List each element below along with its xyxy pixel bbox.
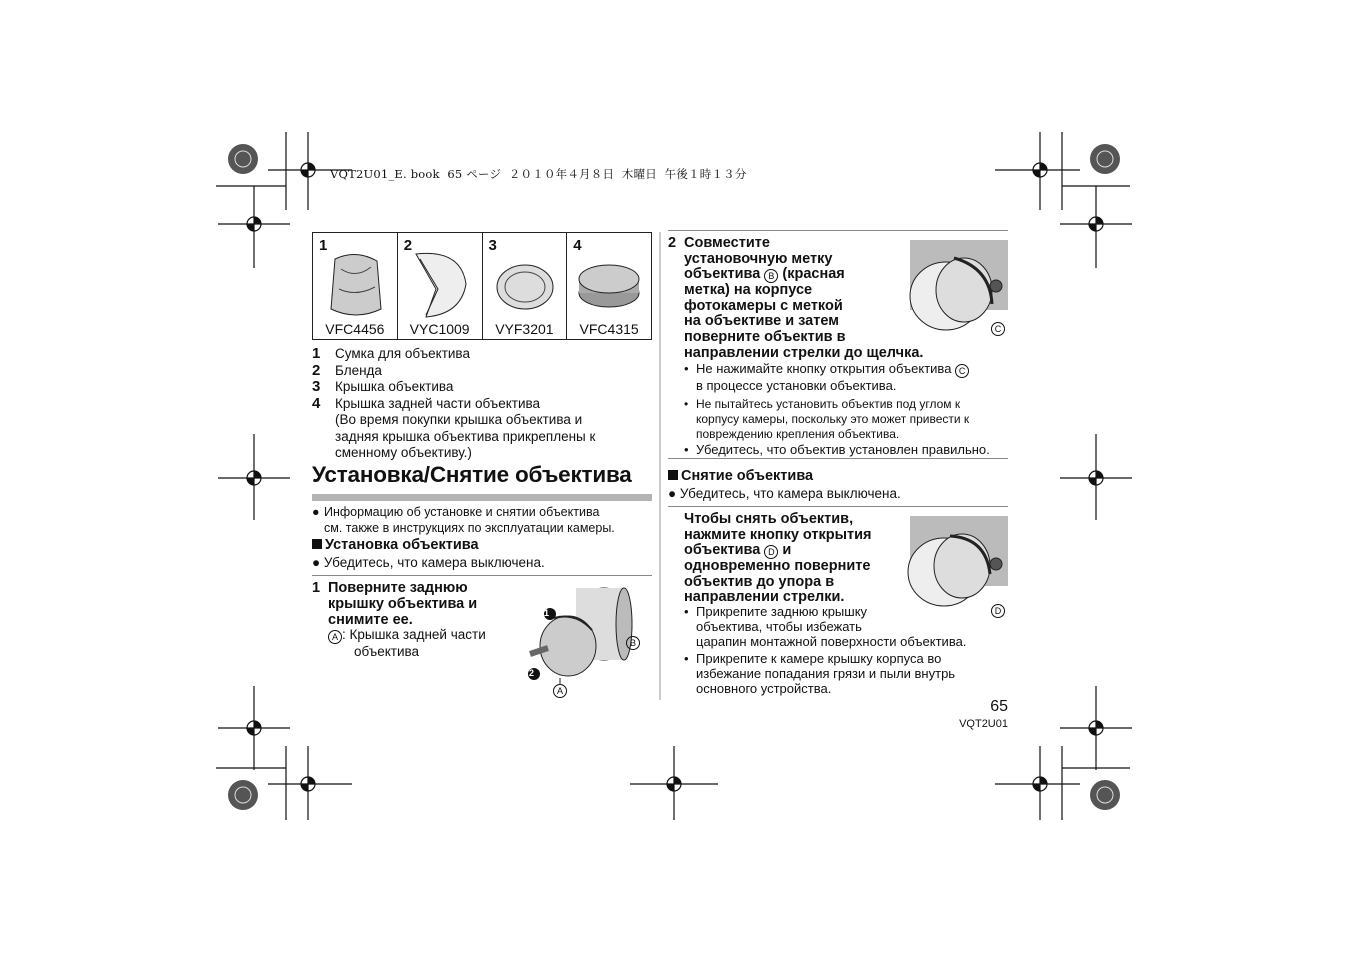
install-notes: • Не нажимайте кнопку открытия объектива C в процессе установки объектива. • Не пытайтесь установить объектив под углом к корпусу камеры, поскольку это может привести к повреждению крепления объектива. • Убедитесь, что объектив установлен правильно.: [684, 361, 1014, 458]
remove-heading: Снятие объектива: [668, 468, 813, 485]
step-mark-2: 2: [529, 668, 535, 678]
remove-check: ● Убедитесь, что камера выключена.: [668, 486, 901, 501]
accessory-cell: 3 VYF3201: [483, 233, 568, 339]
install-check: ● Убедитесь, что камера выключена.: [312, 555, 545, 570]
accessories-table: [312, 232, 652, 340]
callout-b: B: [626, 636, 640, 650]
divider: [668, 506, 1008, 507]
print-header: VQT2U01_E. book 65 ページ ２０１０年４月８日 木曜日 午後１時１３分: [330, 167, 747, 181]
lens-hood-illustration: [406, 249, 476, 319]
callout-d: D: [991, 604, 1005, 618]
list-item: • Не пытайтесь установить объектив под углом к: [684, 397, 961, 411]
lens-removal-illustration: [902, 514, 1008, 610]
accessory-cell: 4 VFC4315: [567, 233, 651, 339]
install-step-1: 1 Поверните заднюю крышку объектива и снимите ее.: [312, 580, 478, 628]
lens-pouch-illustration: [321, 249, 391, 319]
callout-d: D: [764, 545, 778, 559]
step-mark-1: 1: [544, 608, 550, 618]
list-item: • Не нажимайте кнопку открытия объектива C: [684, 361, 1014, 378]
accessory-cell: 1 VFC4456: [313, 233, 398, 339]
divider: [668, 458, 1008, 459]
list-item: 1 Сумка для объектива: [312, 345, 470, 362]
callout-a: A: [328, 630, 342, 644]
page-number: 65: [990, 698, 1008, 715]
title-bar: [312, 494, 652, 501]
doc-code: VQT2U01: [959, 718, 1008, 730]
list-item: 2 Бленда: [312, 361, 382, 379]
divider: [668, 230, 1008, 231]
remove-instructions: Чтобы снять объектив, нажмите кнопку открытия объектива D и одновременно поверните объектив до упора в направлении стрелки.: [684, 511, 872, 606]
label-a-caption: A : Крышка задней части объектива: [328, 627, 486, 661]
info-bullet: ● Информацию об установке и снятии объектива см. также в инструкциях по эксплуатации камеры.: [312, 505, 615, 535]
remove-notes: • Прикрепите заднюю крышку объектива, чтобы избежать царапин монтажной поверхности объектива. • Прикрепите к камере крышку корпуса во избежание попадания грязи и пыли внутрь основного устройства.: [684, 604, 1014, 696]
lens-cap-illustration: [491, 249, 561, 319]
list-item: 3 Крышка объектива: [312, 378, 454, 395]
accessory-cell: 2 VYC1009: [398, 233, 483, 339]
section-title: Установка/Снятие объектива: [312, 462, 632, 487]
accessory-list: [312, 346, 652, 462]
callout-c: C: [991, 322, 1005, 336]
list-item: 4 Крышка задней части объектива: [312, 394, 541, 412]
callout-b: B: [764, 269, 778, 283]
callout-a: A: [553, 684, 567, 698]
callout-c: C: [955, 364, 969, 378]
list-item: • Прикрепите к камере крышку корпуса во: [684, 651, 942, 666]
accessory-note: (Во время покупки крышка объектива и задняя крышка объектива прикреплены к сменному объективу.): [335, 412, 596, 460]
rear-lens-cap-illustration: [575, 249, 645, 319]
divider: [312, 575, 652, 576]
list-item: • Убедитесь, что объектив установлен правильно.: [684, 442, 990, 457]
install-step-2: 2 Совместите установочную метку объектива B (красная метка) на корпусе фотокамеры с меткой на объективе и затем поверните объектив в направлении стрелки до щелчка.: [668, 235, 924, 361]
install-heading: Установка объектива: [312, 537, 479, 554]
list-item: • Прикрепите заднюю крышку: [684, 604, 868, 619]
